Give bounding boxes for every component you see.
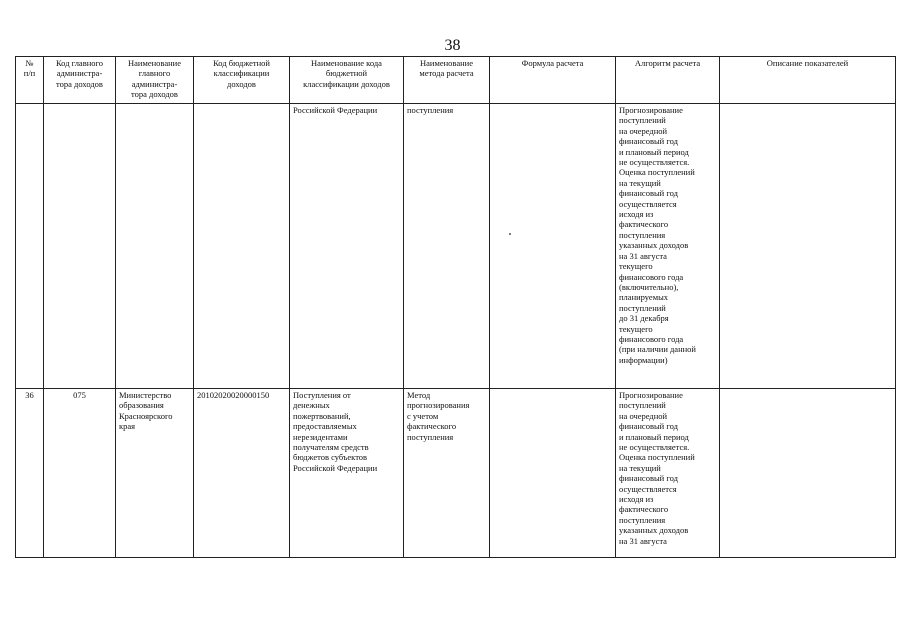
text-line: нерезидентами — [293, 431, 348, 442]
text-line: осуществляется — [619, 483, 677, 494]
text-line: Алгоритм расчета — [634, 58, 701, 68]
text-line: Министерство — [119, 390, 172, 400]
cell-method — [404, 389, 490, 558]
text-line: Прогнозирование — [619, 105, 683, 115]
text-line: Оценка поступлений — [619, 452, 695, 463]
header-kbk-code — [194, 57, 290, 104]
text-line: Оценка поступлений — [619, 167, 695, 178]
text-line: на очередной — [619, 125, 668, 136]
text-line: Код главного — [55, 58, 104, 68]
text-line: финансовый год — [619, 421, 678, 432]
header-method — [404, 57, 490, 104]
cell-kbk-name — [290, 104, 404, 389]
text-line: метода расчета — [419, 68, 474, 79]
header-admin-code — [44, 57, 116, 104]
text-line: тора доходов — [56, 78, 103, 89]
revenue-forecast-table — [15, 56, 896, 558]
header-kbk-name — [290, 57, 404, 104]
text-line: Код бюджетной — [213, 58, 270, 68]
text-line: (при наличии данной — [619, 344, 696, 355]
text-line: указанных доходов — [619, 525, 689, 536]
text-line: текущего — [619, 323, 653, 334]
text-line: финансового года — [619, 271, 684, 282]
text-line: Наименование кода — [311, 58, 382, 68]
text-line: на текущий — [619, 177, 661, 188]
text-line: края — [119, 421, 136, 432]
cell-formula — [490, 104, 616, 389]
text-line: Наименование — [420, 58, 473, 68]
text-line: поступлений — [619, 302, 666, 313]
text-line: информации) — [619, 354, 668, 365]
text-line: Метод — [407, 390, 431, 400]
text-line: п/п — [23, 68, 36, 79]
cell-admin-name — [116, 104, 194, 389]
text-line: исходя из — [619, 494, 654, 505]
cell-method — [404, 104, 490, 389]
header-admin-name — [116, 57, 194, 104]
text-line: на 31 августа — [619, 535, 667, 546]
text-line: и плановый период — [619, 431, 689, 442]
text-line: бюджетной — [325, 68, 368, 79]
page-number: 38 — [444, 37, 461, 54]
text-line: пожертвований, — [293, 410, 351, 421]
text-line: получателям средств — [293, 442, 369, 453]
text-line: осуществляется — [619, 198, 677, 209]
cell-formula — [490, 389, 616, 558]
text-line: (включительно), — [619, 281, 679, 292]
text-line: поступлений — [619, 115, 666, 126]
text-line: поступления — [407, 431, 454, 442]
cell-admin-name — [116, 389, 194, 558]
text-line: поступлений — [619, 400, 666, 411]
cell-num — [16, 104, 44, 389]
cell-description — [720, 389, 896, 558]
text-line: Красноярского — [119, 410, 173, 421]
text-line: тора доходов — [131, 89, 178, 100]
header-num — [16, 57, 44, 104]
cell-kbk-code — [194, 104, 290, 389]
text-line: образования — [119, 400, 164, 411]
text-line: Прогнозирование — [619, 390, 683, 400]
text-line: до 31 декабря — [619, 313, 669, 324]
text-line: бюджетов субъектов — [293, 452, 368, 463]
text-line: и плановый период — [619, 146, 689, 157]
text-line: фактического — [407, 421, 457, 432]
text-line: Формула расчета — [521, 58, 584, 68]
cell-admin-code: 075 — [44, 389, 116, 558]
header-row — [16, 57, 896, 104]
text-line: исходя из — [619, 209, 654, 220]
text-line: Описание показателей — [766, 58, 849, 68]
text-line: предоставляемых — [293, 421, 357, 432]
header-formula — [490, 57, 616, 104]
text-line: Поступления от — [293, 390, 351, 400]
text-line: поступления — [407, 105, 454, 115]
scan-speck — [509, 233, 511, 235]
text-line: администра- — [56, 68, 103, 79]
text-line: денежных — [293, 400, 330, 411]
text-line: на очередной — [619, 410, 668, 421]
cell-kbk-code: 20102020020000150 — [194, 389, 290, 558]
text-line: указанных доходов — [619, 240, 689, 251]
text-line: на 31 августа — [619, 250, 667, 261]
table-row — [16, 389, 896, 558]
text-line: планируемых — [619, 292, 669, 303]
text-line: на текущий — [619, 462, 661, 473]
header-description — [720, 57, 896, 104]
cell-admin-code — [44, 104, 116, 389]
text-line: фактического — [619, 219, 669, 230]
text-line: Российской Федерации — [293, 105, 378, 115]
text-line: не осуществляется. — [619, 157, 690, 168]
text-line: не осуществляется. — [619, 442, 690, 453]
text-line: администра- — [131, 78, 178, 89]
text-line: № — [25, 58, 34, 68]
text-line: прогнозирования — [407, 400, 470, 411]
text-line: поступления — [619, 514, 666, 525]
cell-algorithm — [616, 104, 720, 389]
text-line: классификации — [213, 68, 270, 79]
text-line: текущего — [619, 261, 653, 272]
text-line: финансовый год — [619, 188, 678, 199]
cell-kbk-name — [290, 389, 404, 558]
text-line: фактического — [619, 504, 669, 515]
text-line: классификации доходов — [303, 78, 390, 89]
table-row — [16, 104, 896, 389]
text-line: с учетом — [407, 410, 439, 421]
text-line: поступления — [619, 229, 666, 240]
cell-num: 36 — [16, 389, 44, 558]
header-algorithm — [616, 57, 720, 104]
text-line: финансового года — [619, 333, 684, 344]
text-line: доходов — [227, 78, 256, 89]
text-line: Российской Федерации — [293, 462, 378, 473]
text-line: финансовый год — [619, 136, 678, 147]
text-line: финансовый год — [619, 473, 678, 484]
text-line: главного — [138, 68, 171, 79]
cell-description — [720, 104, 896, 389]
text-line: Наименование — [128, 58, 181, 68]
cell-algorithm — [616, 389, 720, 558]
